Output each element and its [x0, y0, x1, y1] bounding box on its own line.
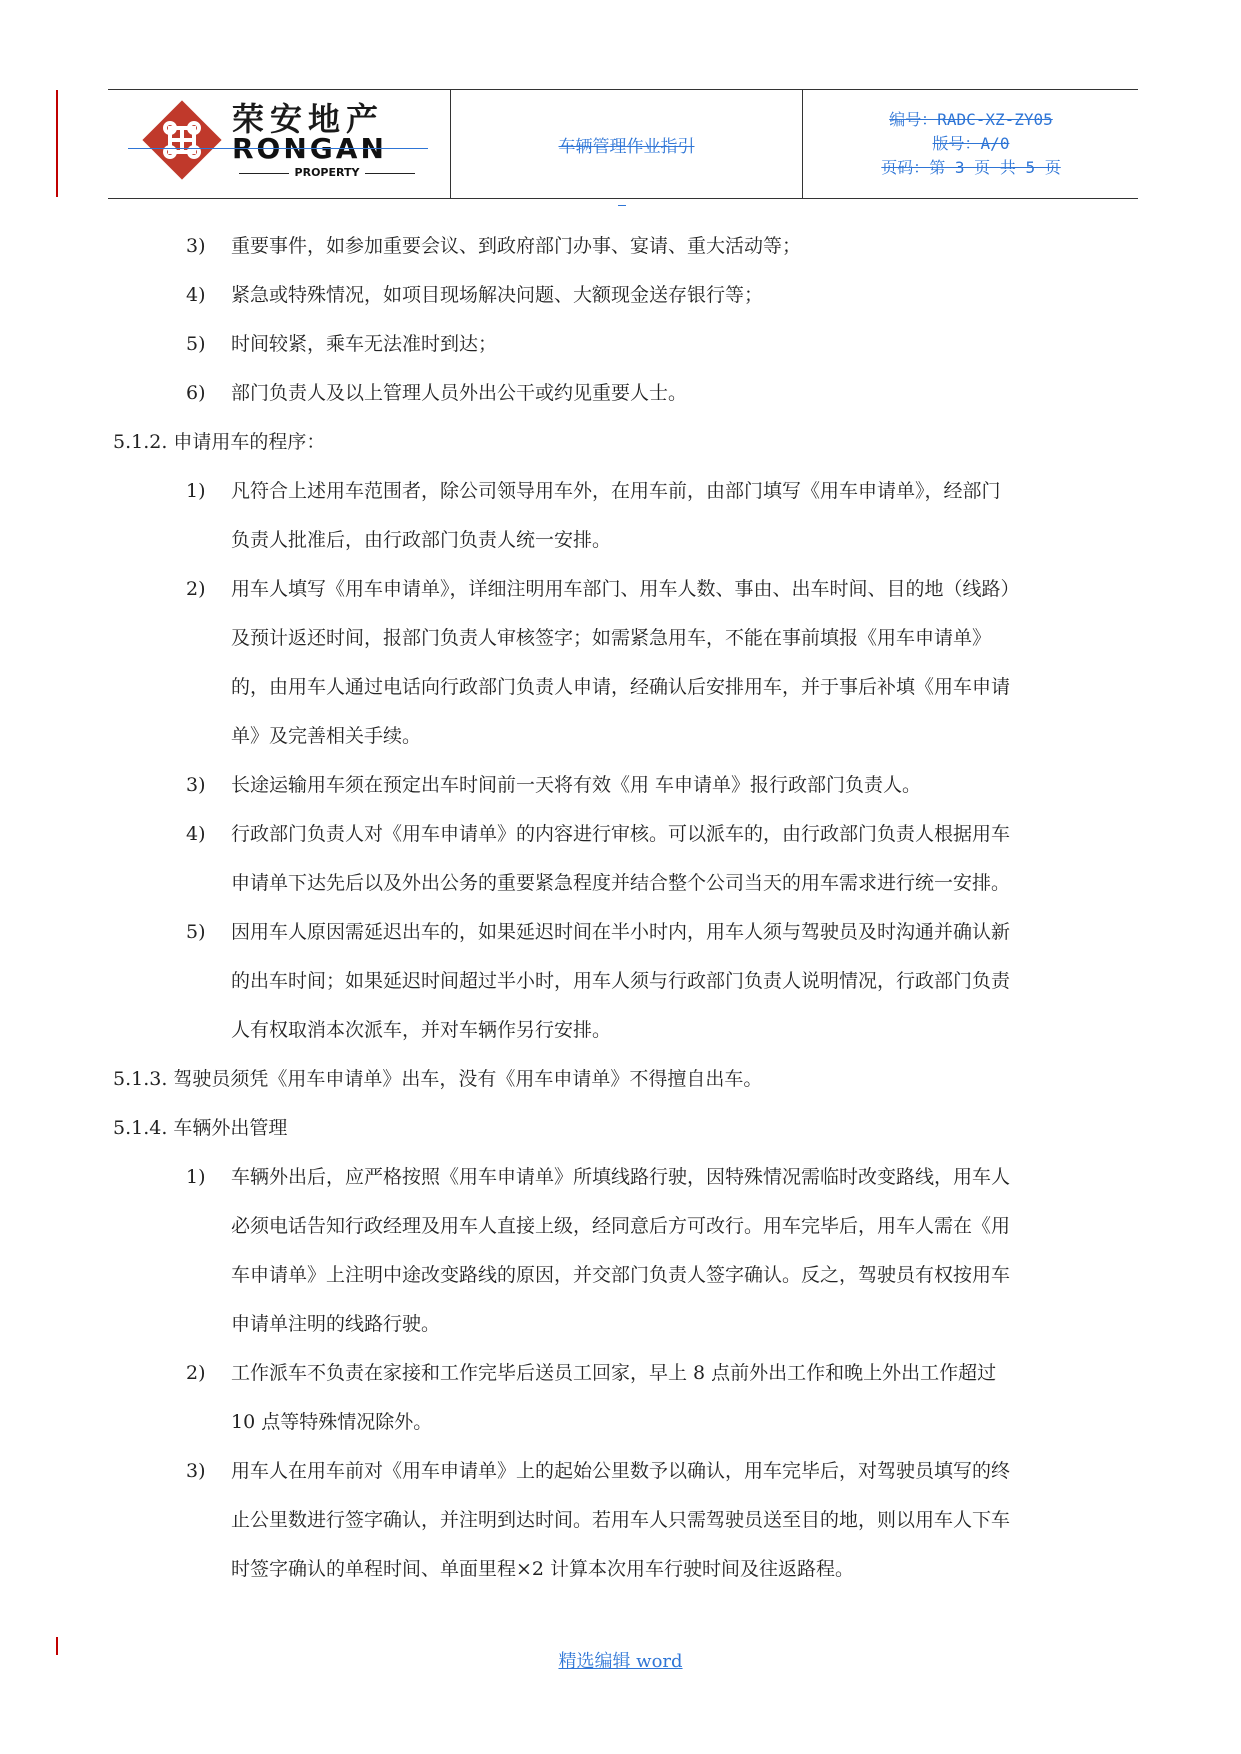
list-item-text: 申请单注明的线路行驶。: [231, 1313, 441, 1335]
list-item-text: 申请单下达先后以及外出公务的重要紧急程度并结合整个公司当天的用车需求进行统一安排。: [231, 872, 1011, 894]
section-heading: 5.1.3. 驾驶员须凭《用车申请单》出车，没有《用车申请单》不得擅自出车。: [113, 1068, 763, 1090]
document-header: [108, 89, 1138, 199]
list-item-text: 人有权取消本次派车，并对车辆作另行安排。: [231, 1019, 612, 1041]
list-item-text: 的出车时间；如果延迟时间超过半小时，用车人须与行政部门负责人说明情况，行政部门负责: [231, 970, 1011, 992]
list-item-number: 1): [186, 1166, 206, 1188]
list-item-number: 5): [186, 333, 206, 355]
title-cell: [451, 90, 803, 198]
revision-anchor: [618, 205, 626, 206]
section-heading: 5.1.4. 车辆外出管理: [113, 1117, 288, 1139]
list-item-text: 时签字确认的单程时间、单面里程×2 计算本次用车行驶时间及往返路程。: [231, 1558, 855, 1580]
list-item-text: 单》及完善相关手续。: [231, 725, 422, 747]
list-item-text: 的，由用车人通过电话向行政部门负责人申请，经确认后安排用车，并于事后补填《用车申请: [231, 676, 1011, 698]
page-info: 页码：第 3 页 共 5 页: [881, 158, 1061, 177]
list-item-number: 2): [186, 1362, 206, 1384]
list-item-number: 3): [186, 235, 206, 257]
list-item-text: 及预计返还时间，报部门负责人审核签字；如需紧急用车，不能在事前填报《用车申请单》: [231, 627, 992, 649]
list-item-text: 用车人在用车前对《用车申请单》上的起始公里数予以确认，用车完毕后，对驾驶员填写的终: [231, 1460, 1011, 1482]
company-name-cn: 荣安地产: [232, 100, 385, 138]
list-item-text: 车辆外出后，应严格按照《用车申请单》所填线路行驶，因特殊情况需临时改变路线，用车人: [231, 1166, 1011, 1188]
logo-cell: [108, 90, 451, 198]
list-item-number: 6): [186, 382, 206, 404]
list-item-text: 重要事件，如参加重要会议、到政府部门办事、宴请、重大活动等；: [231, 235, 802, 257]
company-name-sub: PROPERTY: [232, 166, 422, 179]
footer-link[interactable]: 精选编辑 word: [558, 1651, 683, 1672]
list-item-number: 2): [186, 578, 206, 600]
list-item-text: 因用车人原因需延迟出车的，如果延迟时间在半小时内，用车人须与驾驶员及时沟通并确认新: [231, 921, 1011, 943]
doc-info-cell: [804, 90, 1138, 198]
list-item-text: 紧急或特殊情况，如项目现场解决问题、大额现金送存银行等；: [231, 284, 764, 306]
list-item-text: 负责人批准后，由行政部门负责人统一安排。: [231, 529, 612, 551]
list-item-text: 长途运输用车须在预定出车时间前一天将有效《用 车申请单》报行政部门负责人。: [231, 774, 922, 796]
section-heading: 5.1.2. 申请用车的程序：: [113, 431, 326, 453]
list-item-text: 车申请单》上注明中途改变路线的原因，并交部门负责人签字确认。反之，驾驶员有权按用车: [231, 1264, 1011, 1286]
company-name-en: RONGAN: [232, 132, 387, 165]
list-item-text: 部门负责人及以上管理人员外出公干或约见重要人士。: [231, 382, 688, 404]
list-item-text: 用车人填写《用车申请单》，详细注明用车部门、用车人数、事由、出车时间、目的地（线路）: [231, 578, 1020, 600]
list-item-text: 行政部门负责人对《用车申请单》的内容进行审核。可以派车的，由行政部门负责人根据用车: [231, 823, 1011, 845]
list-item-text: 凡符合上述用车范围者，除公司领导用车外，在用车前，由部门填写《用车申请单》，经部门: [231, 480, 1001, 502]
document-code: 编号：RADC-XZ-ZY05: [889, 110, 1053, 129]
list-item-number: 1): [186, 480, 206, 502]
revision-bar-top: [56, 90, 58, 197]
list-item-text: 止公里数进行签字确认，并注明到达时间。若用车人只需驾驶员送至目的地，则以用车人下车: [231, 1509, 1011, 1531]
list-item-number: 4): [186, 823, 206, 845]
list-item-number: 5): [186, 921, 206, 943]
list-item-text: 10 点等特殊情况除外。: [231, 1411, 433, 1433]
list-item-text: 时间较紧，乘车无法准时到达；: [231, 333, 498, 355]
list-item-number: 4): [186, 284, 206, 306]
revision-strike-line: [128, 148, 428, 149]
list-item-number: 3): [186, 774, 206, 796]
company-logo-icon: [140, 98, 224, 182]
list-item-text: 工作派车不负责在家接和工作完毕后送员工回家，早上 8 点前外出工作和晚上外出工作超过: [231, 1362, 997, 1384]
list-item-text: 必须电话告知行政经理及用车人直接上级，经同意后方可改行。用车完毕后，用车人需在《用: [231, 1215, 1011, 1237]
document-title: 车辆管理作业指引: [558, 136, 695, 157]
document-version: 版号：A/0: [932, 134, 1010, 153]
list-item-number: 3): [186, 1460, 206, 1482]
